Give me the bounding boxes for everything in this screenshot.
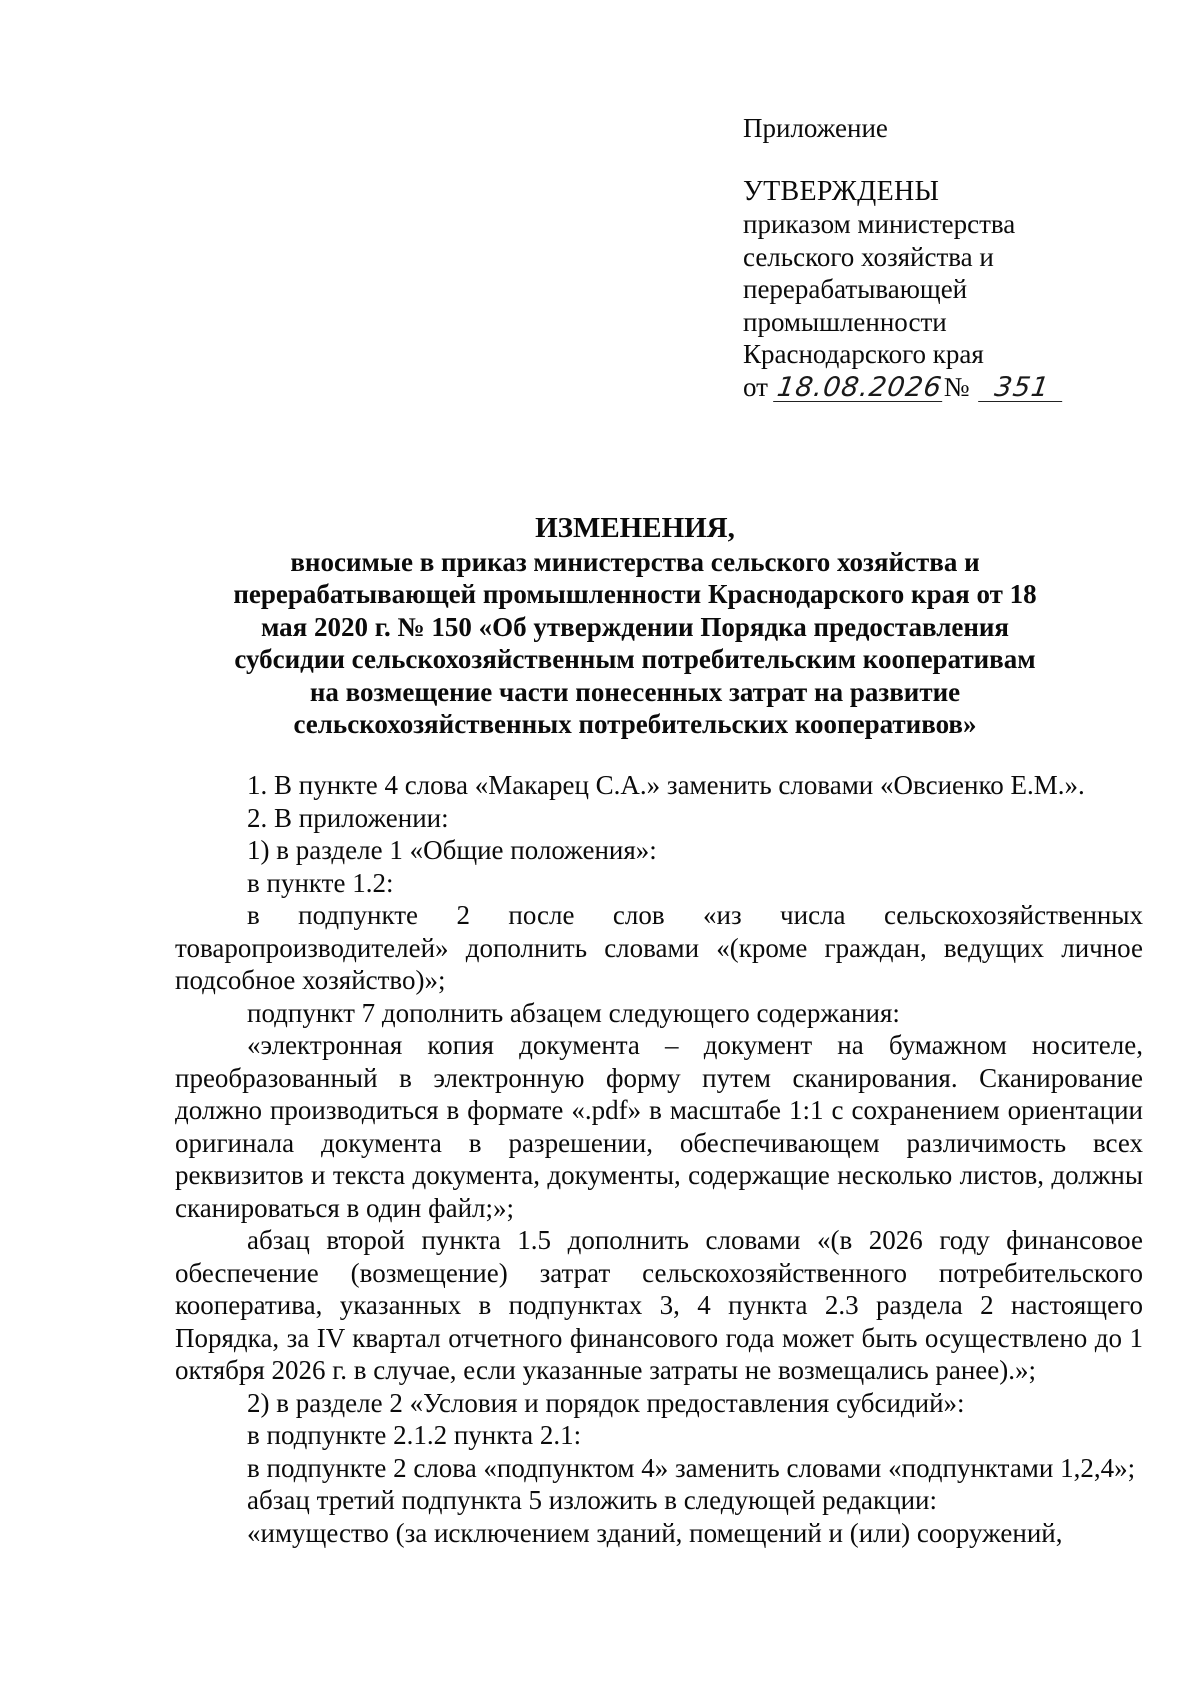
body-paragraph: абзац третий подпункта 5 изложить в следующей редакции: xyxy=(247,1485,937,1515)
approval-block xyxy=(743,112,1163,405)
body-paragraph: в подпункте 2 слова «подпунктом 4» заменить словами «подпунктами 1,2,4»; xyxy=(247,1452,1136,1483)
body-paragraph: в пункте 1.2: xyxy=(247,867,394,898)
body-paragraph: в подпункте 2.1.2 пункта 2.1: xyxy=(247,1420,582,1450)
approved-line: промышленности xyxy=(743,306,947,337)
title-line: на возмещение части понесенных затрат на развитие xyxy=(309,676,961,707)
body-paragraph: «имущество (за исключением зданий, помещений и (или) сооружений, xyxy=(247,1517,1063,1548)
body-paragraph: абзац второй пункта 1.5 дополнить словами «(в 2026 году финансовое обеспечение (возмещение) затрат сельскохозяйственного потребительского кооператива, указанных в подпунктах 3, 4 пункта 2.3 раздела 2 настоящего Порядка, за IV квартал отчетного финансового года может быть осуществлено до 1 октября 2026 г. в случае, если указанные затраты не возмещались ранее).»; xyxy=(175,1225,1143,1385)
title-line: мая 2020 г. № 150 «Об утверждении Порядка предоставления xyxy=(260,611,1010,642)
body-paragraph: 1. В пункте 4 слова «Макарец С.А.» заменить словами «Овсиенко Е.М.». xyxy=(247,770,1085,800)
approved-line: перерабатывающей xyxy=(743,274,968,304)
body-paragraph: «электронная копия документа – документ на бумажном носителе, преобразованный в электронную форму путем сканирования. Сканирование должно производиться в формате «.pdf» в масштабе 1:1 с сохранением ориентации оригинала документа в разрешении, обеспечивающем различимость всех реквизитов и текста документа, документы, содержащие несколько листов, должны сканироваться в один файл;»; xyxy=(175,1030,1143,1223)
title-line: субсидии сельскохозяйственным потребительским кооперативам xyxy=(234,644,1036,674)
approved-line: приказом министерства xyxy=(743,209,1016,239)
title-line: вносимые в приказ министерства сельского хозяйства и xyxy=(290,546,980,577)
approved-line: Краснодарского края xyxy=(743,339,984,369)
title-main: ИЗМЕНЕНИЯ, xyxy=(535,512,735,544)
body-paragraph: 2) в разделе 2 «Условия и порядок предоставления субсидий»: xyxy=(247,1387,965,1418)
title-line: перерабатывающей промышленности Краснодарского края от 18 xyxy=(233,579,1037,609)
approved-line: сельского хозяйства и xyxy=(743,241,994,272)
date-prefix: от xyxy=(743,371,768,402)
body-paragraph: 1) в разделе 1 «Общие положения»: xyxy=(247,835,657,865)
number-prefix: № xyxy=(943,371,970,402)
document-body xyxy=(175,769,1143,1549)
body-paragraph: подпункт 7 дополнить абзацем следующего содержания: xyxy=(247,997,900,1028)
document-title xyxy=(175,512,1095,741)
handwritten-number: 351 xyxy=(978,375,1066,402)
handwritten-date: 18.08.2026 xyxy=(773,375,946,402)
title-line: сельскохозяйственных потребительских кооперативов» xyxy=(293,709,977,739)
body-paragraph: в подпункте 2 после слов «из числа сельскохозяйственных товаропроизводителей» дополнить словами «(кроме граждан, ведущих личное подсобное хозяйство)»; xyxy=(175,900,1143,995)
body-paragraph: 2. В приложении: xyxy=(247,802,449,833)
appendix-label: Приложение xyxy=(743,113,888,143)
order-date-number xyxy=(743,371,1163,405)
approved-label: УТВЕРЖДЕНЫ xyxy=(743,175,940,207)
